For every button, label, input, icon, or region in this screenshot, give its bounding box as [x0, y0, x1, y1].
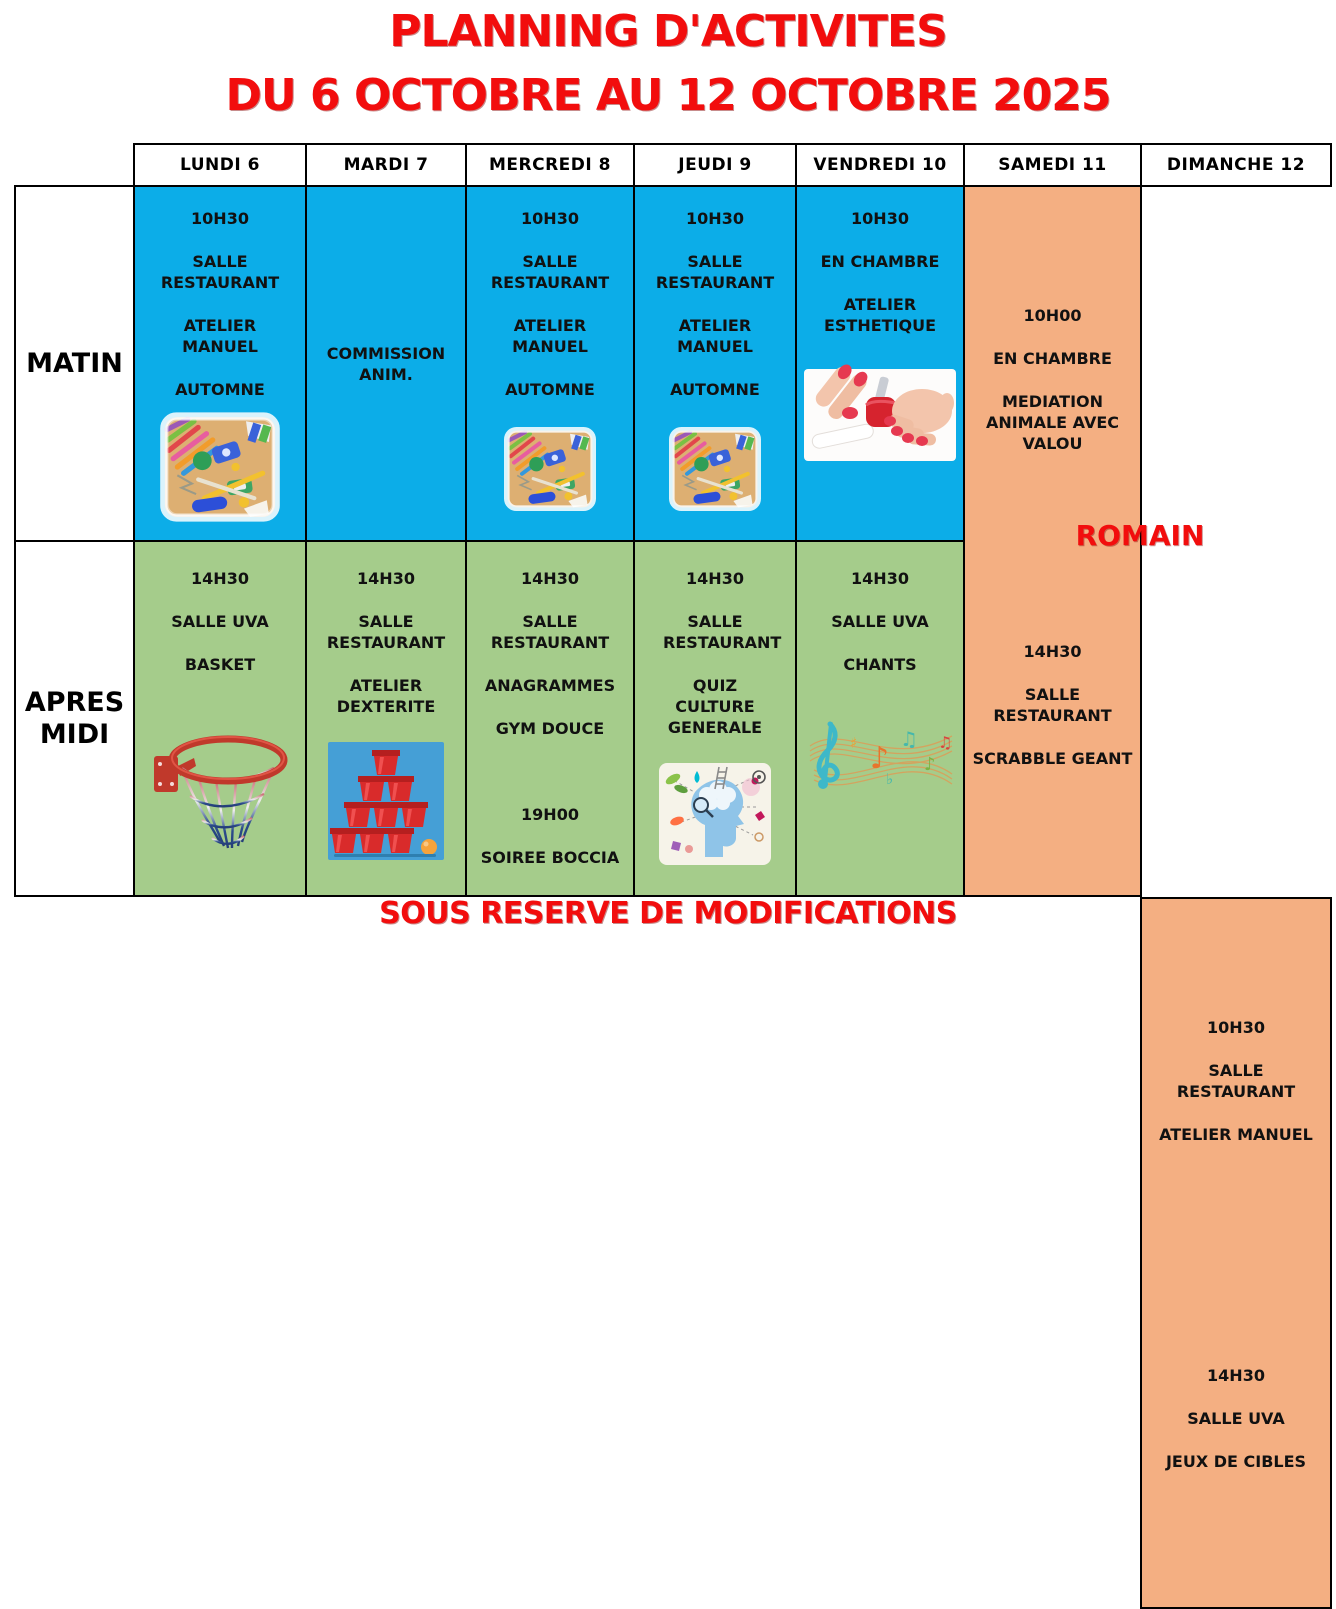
activity-lines [965, 294, 1140, 465]
activity-line: AUTOMNE [670, 380, 760, 399]
weekend-note: ROMAIN [1075, 519, 1205, 552]
poster-title-line1: PLANNING D'ACTIVITES [389, 6, 947, 57]
svg-text:♪: ♪ [870, 741, 890, 776]
activity-line: 14H30 [851, 569, 909, 588]
cell-mardi-matin [305, 185, 467, 542]
activity-line: 14H30 [191, 569, 249, 588]
activity-line: ATELIER MANUEL [182, 316, 258, 356]
activity-line: CHANTS [843, 655, 917, 674]
activity-line: EN CHAMBRE [993, 349, 1112, 368]
cell-dimanche [1140, 897, 1332, 1609]
activity-lines [965, 630, 1140, 780]
cell-lundi-matin [133, 185, 307, 542]
activity-line: 10H30 [191, 209, 249, 228]
activity-line: 14H30 [357, 569, 415, 588]
activity-line: SALLE UVA [831, 612, 929, 631]
samedi-morning-block [965, 294, 1140, 465]
activity-lines [467, 197, 633, 411]
header-jeudi: JEUDI 9 [633, 143, 797, 187]
activity-line: SOIREE BOCCIA [480, 848, 620, 867]
activity-line: 14H30 [686, 569, 744, 588]
cell-vendredi-matin [795, 185, 965, 542]
activity-line: GYM DOUCE [495, 719, 605, 738]
activity-line: ATELIER MANUEL [677, 316, 753, 356]
craft-supplies-photo [161, 415, 279, 519]
svg-text:♫: ♫ [900, 727, 918, 751]
activity-lines [1142, 1354, 1330, 1483]
activity-line: SALLE UVA [171, 612, 269, 631]
activity-line: QUIZ CULTURE GENERALE [667, 676, 763, 737]
svg-text:♫: ♫ [938, 733, 953, 752]
dimanche-morning-block [1142, 1006, 1330, 1156]
activity-line: 10H30 [521, 209, 579, 228]
row-label-matin: MATIN [14, 185, 135, 542]
activity-line: SALLE RESTAURANT [663, 612, 782, 652]
footer-note: SOUS RESERVE DE MODIFICATIONS [379, 896, 957, 931]
activity-line: ATELIER MANUEL [512, 316, 588, 356]
svg-text:♪: ♪ [924, 754, 936, 775]
cell-mercredi-apres-midi [465, 540, 635, 897]
activity-lines [1142, 1006, 1330, 1156]
activity-line: AUTOMNE [175, 380, 265, 399]
activity-line: ATELIER MANUEL [1159, 1125, 1313, 1144]
samedi-afternoon-block [965, 630, 1140, 780]
activity-line: JEUX DE CIBLES [1165, 1452, 1307, 1471]
activity-line: 14H30 [521, 569, 579, 588]
activity-line: 10H00 [1023, 306, 1082, 325]
activity-line: 10H30 [851, 209, 909, 228]
cell-jeudi-matin [633, 185, 797, 542]
activity-line: SALLE RESTAURANT [160, 252, 280, 292]
activity-lines [797, 197, 963, 347]
activity-line: ATELIER ESTHETIQUE [823, 295, 937, 335]
activity-line: 10H30 [1207, 1018, 1265, 1037]
header-vendredi: VENDREDI 10 [795, 143, 965, 187]
cell-lundi-apres-midi [133, 540, 307, 897]
header-dimanche: DIMANCHE 12 [1140, 143, 1332, 187]
activity-line: 19H00 [521, 805, 579, 824]
activity-line: SALLE RESTAURANT [1176, 1061, 1296, 1101]
svg-text:♭: ♭ [886, 770, 894, 788]
music-notes-illustration [804, 718, 956, 794]
activity-line: 10H30 [686, 209, 744, 228]
row-label-apres-midi: APRES MIDI [14, 540, 135, 897]
header-mardi: MARDI 7 [305, 143, 467, 187]
activity-line: SALLE RESTAURANT [993, 685, 1112, 725]
activity-line: SCRABBLE GEANT [972, 749, 1133, 768]
cell-mercredi-matin [465, 185, 635, 542]
craft-supplies-photo [671, 419, 759, 519]
manicure-photo [804, 369, 956, 461]
activity-line: SALLE RESTAURANT [655, 252, 775, 292]
activity-line: 14H30 [1023, 642, 1082, 661]
activity-lines [135, 197, 305, 411]
header-samedi: SAMEDI 11 [963, 143, 1142, 187]
activity-line: BASKET [184, 655, 256, 674]
header-mercredi: MERCREDI 8 [465, 143, 635, 187]
svg-text:♯: ♯ [850, 734, 858, 752]
activity-line: COMMISSION ANIM. [326, 343, 446, 384]
activity-lines [635, 197, 795, 411]
activity-line: EN CHAMBRE [820, 252, 940, 271]
activity-line: ATELIER DEXTERITE [336, 676, 436, 716]
activity-lines [135, 557, 305, 686]
activity-lines [307, 557, 465, 728]
activity-line: MEDIATION ANIMALE AVEC VALOU [985, 392, 1120, 453]
stacked-cups-illustration [328, 742, 444, 860]
cell-mardi-apres-midi [305, 540, 467, 897]
activity-lines [467, 557, 633, 879]
activity-lines [635, 557, 795, 749]
activity-line: SALLE UVA [1187, 1409, 1285, 1428]
header-lundi: LUNDI 6 [133, 143, 307, 187]
brain-quiz-illustration [659, 763, 771, 865]
craft-supplies-photo [506, 419, 594, 519]
activity-line: SALLE RESTAURANT [326, 612, 446, 652]
activity-line: AUTOMNE [505, 380, 595, 399]
poster-title-line2: DU 6 OCTOBRE AU 12 OCTOBRE 2025 [225, 70, 1111, 121]
activity-lines [797, 557, 963, 686]
basketball-hoop-photo [150, 720, 290, 872]
cell-vendredi-apres-midi [795, 540, 965, 897]
activity-line: SALLE RESTAURANT [490, 612, 610, 652]
dimanche-afternoon-block [1142, 1354, 1330, 1483]
activity-line: 14H30 [1207, 1366, 1265, 1385]
cell-jeudi-apres-midi [633, 540, 797, 897]
activity-lines [307, 332, 465, 396]
activity-line: ANAGRAMMES [484, 676, 616, 695]
activity-line: SALLE RESTAURANT [490, 252, 610, 292]
